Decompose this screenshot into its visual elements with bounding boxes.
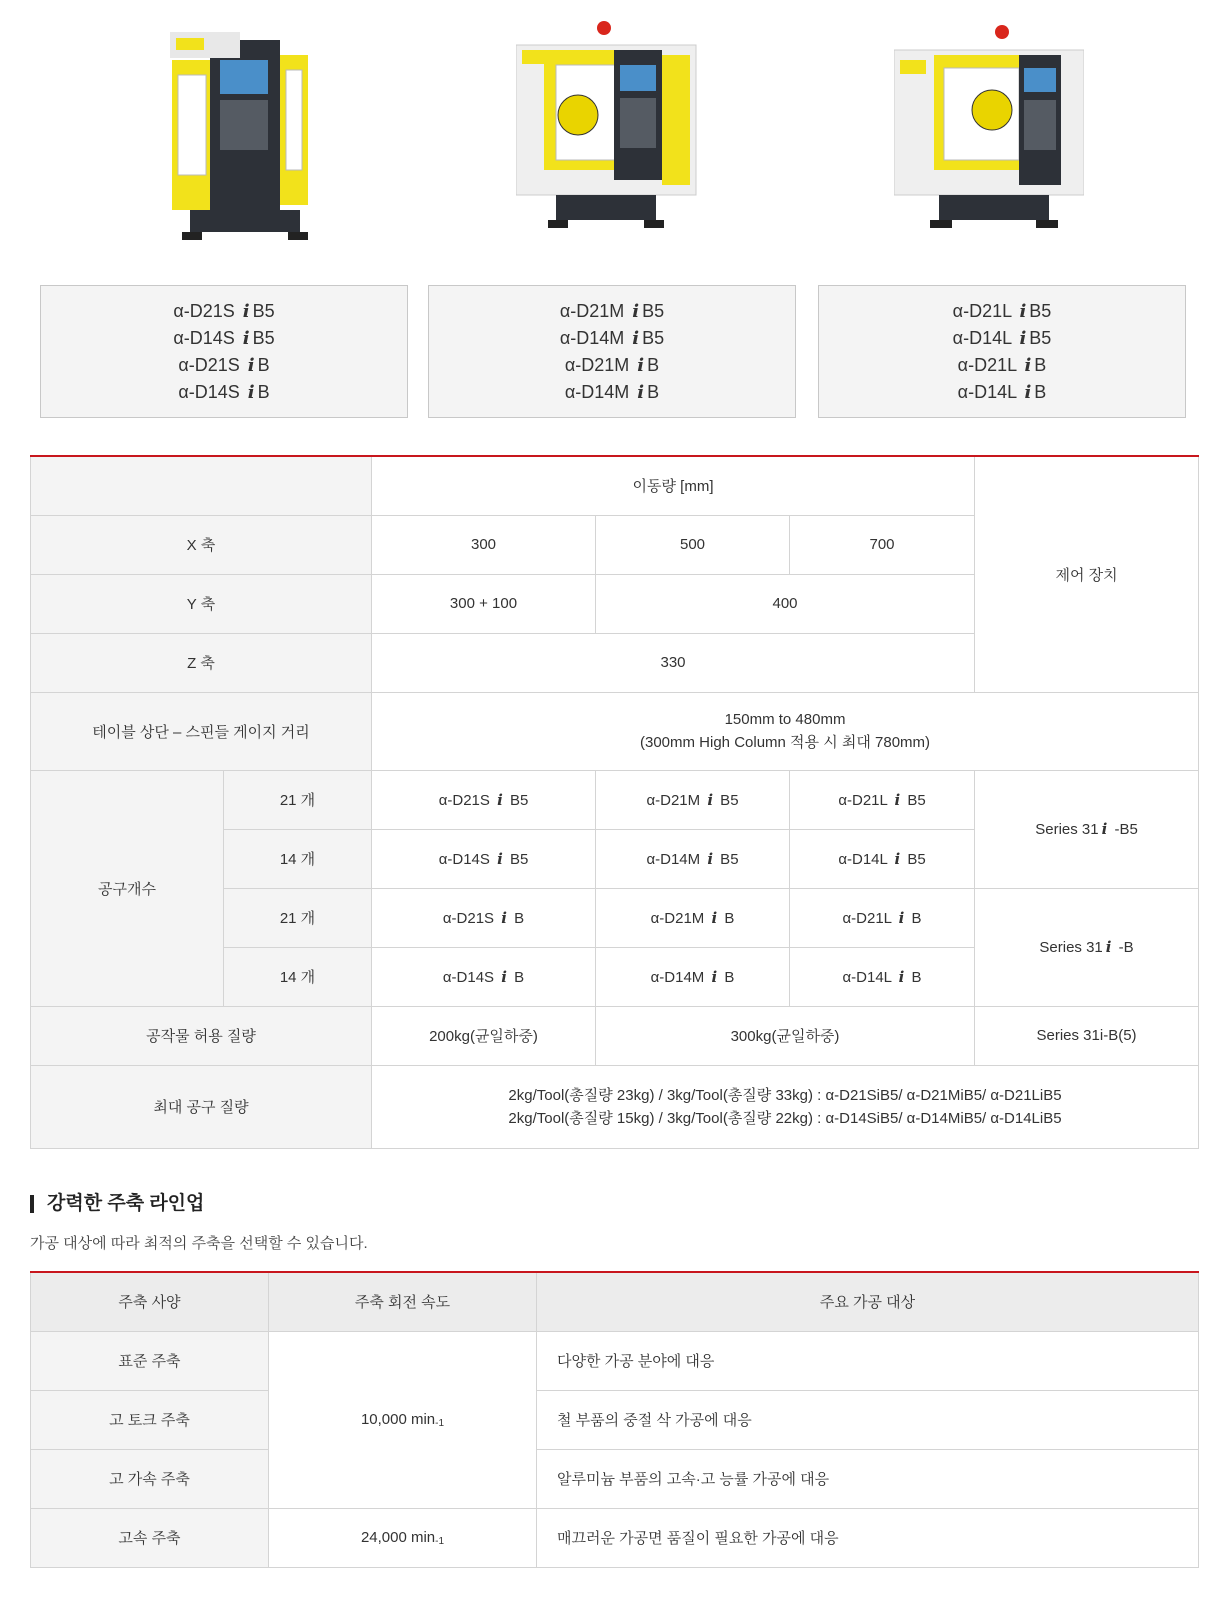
text-fragment: α-D21S — [442, 909, 495, 927]
text-fragment: B — [720, 909, 735, 927]
tool-count-label: 공구개수 — [31, 770, 224, 1006]
text-fragment: α-D21M — [559, 300, 625, 321]
model-line — [565, 352, 659, 379]
gauge-distance-label: 테이블 상단 – 스핀들 게이지 거리 — [31, 692, 372, 770]
spindle-target: 알루미늄 부품의 고속·고 능률 가공에 대응 — [537, 1449, 1199, 1508]
workpiece-weight-label: 공작물 허용 질량 — [31, 1006, 372, 1065]
x-value: 300 — [372, 515, 596, 574]
text-fragment: i — [1024, 381, 1032, 403]
spindle-name: 고 토크 주축 — [31, 1390, 269, 1449]
text-fragment: i — [711, 908, 718, 927]
spindle-speed: 10,000 $\min^{-1}$ — [269, 1331, 537, 1508]
model-line — [178, 379, 269, 406]
text-fragment: B5 — [252, 300, 275, 321]
model-line — [173, 298, 274, 325]
model-line — [178, 352, 269, 379]
text-fragment: α-D21M — [650, 909, 705, 927]
tool-model — [372, 770, 596, 829]
model-line — [958, 352, 1047, 379]
text-fragment: i — [707, 790, 714, 809]
tool-weight-line-2: 2kg/Tool(총질량 15kg) / 3kg/Tool(총질량 22kg) : α-D14SiB5/ α-D14MiB5/ α-D14LiB5 — [508, 1109, 1062, 1127]
tool-model — [790, 888, 975, 947]
text-fragment: B — [257, 381, 270, 402]
tool-model — [790, 829, 975, 888]
text-fragment: -B — [1114, 939, 1134, 956]
spindle-name: 고 가속 주축 — [31, 1449, 269, 1508]
text-fragment: B5 — [1029, 327, 1052, 348]
workpiece-series: Series 31i-B(5) — [975, 1006, 1199, 1065]
text-fragment: Series 31 — [1039, 939, 1103, 956]
text-fragment: α-D14M — [559, 327, 625, 348]
tool-model — [372, 888, 596, 947]
text-fragment: B5 — [642, 327, 665, 348]
spindle-target: 다양한 가공 분야에 대응 — [537, 1331, 1199, 1390]
text-fragment: α-D21S — [178, 354, 240, 375]
corner-cell — [31, 456, 372, 515]
control-header: 제어 장치 — [975, 456, 1199, 692]
text-fragment: α-D14M — [646, 850, 701, 868]
text-fragment: B5 — [716, 791, 739, 809]
tool-weight-line-1: 2kg/Tool(총질량 23kg) / 3kg/Tool(총질량 33kg) : α-D21SiB5/ α-D21MiB5/ α-D21LiB5 — [508, 1086, 1062, 1104]
tool-count: 14 개 — [224, 829, 372, 888]
text-fragment: α-D14S — [442, 968, 495, 986]
model-line — [560, 298, 664, 325]
model-line — [953, 325, 1052, 352]
text-fragment: 10,000 min — [360, 1410, 436, 1428]
machine-image-l — [894, 20, 1084, 245]
tool-model — [596, 770, 790, 829]
spindle-target: 매끄러운 가공면 품질이 필요한 가공에 대응 — [537, 1508, 1199, 1567]
text-fragment: B — [907, 968, 922, 986]
text-fragment: i — [894, 849, 901, 868]
tool-weight-value — [372, 1065, 1199, 1148]
text-fragment: i — [1019, 327, 1027, 349]
tool-model — [790, 770, 975, 829]
model-line — [560, 325, 664, 352]
gauge-distance-value — [372, 692, 1199, 770]
text-fragment: i — [242, 327, 250, 349]
text-fragment: i — [632, 300, 640, 322]
text-fragment: i — [898, 908, 905, 927]
text-fragment: i — [501, 908, 507, 927]
text-fragment: -B5 — [1110, 821, 1138, 838]
model-line — [958, 379, 1047, 406]
tool-model — [790, 947, 975, 1006]
tool-model — [372, 829, 596, 888]
machine-image-m — [516, 20, 706, 245]
gauge-line-2: (300mm High Column 적용 시 최대 780mm) — [640, 734, 931, 751]
y-value: 300 + 100 — [372, 574, 596, 633]
text-fragment: α-D14L — [838, 850, 888, 868]
text-fragment: α-D14L — [957, 381, 1017, 402]
text-fragment: i — [1105, 938, 1112, 956]
text-fragment: i — [711, 967, 718, 986]
text-fragment: i — [1024, 354, 1032, 376]
x-axis-label: X 축 — [31, 515, 372, 574]
text-fragment: i — [1101, 820, 1108, 838]
text-fragment: α-D14S — [173, 327, 235, 348]
text-fragment: B5 — [505, 850, 529, 868]
model-box-l — [818, 285, 1186, 418]
text-fragment: B5 — [1029, 300, 1052, 321]
text-fragment: B5 — [716, 850, 739, 868]
text-fragment: B — [647, 381, 660, 402]
text-fragment: B5 — [642, 300, 665, 321]
series-b — [975, 888, 1199, 1006]
text-fragment: Series 31 — [1035, 821, 1099, 838]
model-box-m — [428, 285, 796, 418]
text-fragment: i — [632, 327, 640, 349]
text-fragment: i — [894, 790, 901, 809]
section-description: 가공 대상에 따라 최적의 주축을 선택할 수 있습니다. — [30, 1235, 368, 1252]
tool-count: 21 개 — [224, 888, 372, 947]
text-fragment: α-D14M — [650, 968, 705, 986]
text-fragment: i — [707, 849, 714, 868]
z-value: 330 — [372, 633, 975, 692]
model-line — [953, 298, 1052, 325]
text-fragment: α-D14M — [564, 381, 630, 402]
text-fragment: α-D14L — [842, 968, 892, 986]
workpiece-weight: 300kg(균일하중) — [596, 1006, 975, 1065]
spec-table — [30, 455, 1199, 1149]
travel-header: 이동량 [mm] — [372, 456, 975, 515]
text-fragment: i — [497, 790, 503, 809]
spindle-table — [30, 1271, 1199, 1568]
x-value: 500 — [596, 515, 790, 574]
spindle-name: 표준 주축 — [31, 1331, 269, 1390]
machine-image-s — [150, 20, 340, 245]
spindle-target-header: 주요 가공 대상 — [537, 1272, 1199, 1331]
text-fragment: i — [497, 849, 503, 868]
model-line — [565, 379, 659, 406]
text-fragment: i — [637, 381, 645, 403]
tool-count: 21 개 — [224, 770, 372, 829]
text-fragment: B5 — [903, 850, 926, 868]
text-fragment: B — [257, 354, 270, 375]
model-box-s — [40, 285, 408, 418]
text-fragment: i — [242, 300, 250, 322]
spindle-target: 철 부품의 중절 삭 가공에 대응 — [537, 1390, 1199, 1449]
text-fragment: B5 — [252, 327, 275, 348]
text-fragment: α-D21L — [952, 300, 1012, 321]
section-title: 강력한 주축 라인업 — [30, 1195, 204, 1213]
text-fragment: α-D21S — [173, 300, 235, 321]
text-fragment: α-D21L — [838, 791, 888, 809]
text-fragment: B — [720, 968, 735, 986]
spindle-speed-header: 주축 회전 속도 — [269, 1272, 537, 1331]
tool-model — [596, 947, 790, 1006]
model-line — [173, 325, 274, 352]
text-fragment: i — [1019, 300, 1027, 322]
text-fragment: α-D14L — [952, 327, 1012, 348]
text-fragment: B5 — [903, 791, 926, 809]
text-fragment: i — [247, 381, 255, 403]
text-fragment: B — [509, 909, 525, 927]
tool-model — [596, 888, 790, 947]
text-fragment: α-D21S — [438, 791, 490, 809]
gauge-line-1: 150mm to 480mm — [724, 711, 846, 728]
spindle-spec-header: 주축 사양 — [31, 1272, 269, 1331]
y-value: 400 — [596, 574, 975, 633]
spindle-speed: 24,000 $\min^{-1}$ — [269, 1508, 537, 1567]
tool-count: 14 개 — [224, 947, 372, 1006]
y-axis-label: Y 축 — [31, 574, 372, 633]
text-fragment: B — [509, 968, 525, 986]
text-fragment: i — [898, 967, 905, 986]
tool-model — [596, 829, 790, 888]
tool-weight-label: 최대 공구 질량 — [31, 1065, 372, 1148]
series-b5 — [975, 770, 1199, 888]
z-axis-label: Z 축 — [31, 633, 372, 692]
x-value: 700 — [790, 515, 975, 574]
spindle-name: 고속 주축 — [31, 1508, 269, 1567]
text-fragment: α-D21M — [646, 791, 701, 809]
text-fragment: α-D21L — [842, 909, 892, 927]
text-fragment: i — [247, 354, 255, 376]
workpiece-weight: 200kg(균일하중) — [372, 1006, 596, 1065]
tool-model — [372, 947, 596, 1006]
text-fragment: α-D14S — [438, 850, 490, 868]
text-fragment: 24,000 min — [360, 1528, 436, 1546]
text-fragment: i — [637, 354, 645, 376]
text-fragment: α-D21M — [564, 354, 630, 375]
text-fragment: α-D21L — [957, 354, 1017, 375]
text-fragment: α-D14S — [178, 381, 240, 402]
text-fragment: B5 — [505, 791, 529, 809]
text-fragment: B — [907, 909, 922, 927]
text-fragment: i — [501, 967, 507, 986]
text-fragment: B — [1034, 354, 1047, 375]
text-fragment: B — [1034, 381, 1047, 402]
text-fragment: B — [647, 354, 660, 375]
